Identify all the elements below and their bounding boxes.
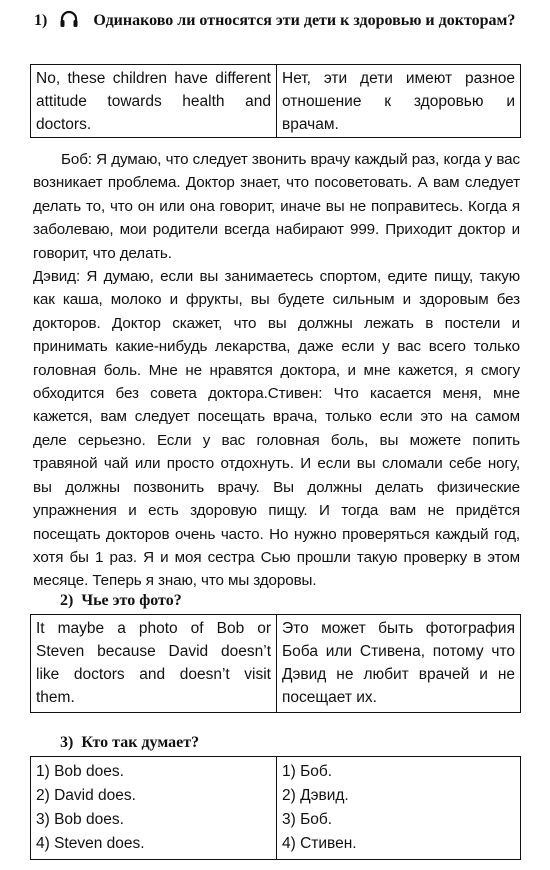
question-1-title: Одинаково ли относятся эти дети к здоровью и докторам?	[93, 12, 516, 29]
bob-paragraph: Боб: Я думаю, что следует звонить врачу каждый раз, когда у вас возникает проблема. Доктор знает, что посоветовать. А вам следует делать то, что он или она говорит, иначе вы не поправитесь. Когда я заболеваю, мои родители всегда набирают 999. Приходит доктор и говорит, что делать.	[33, 151, 520, 262]
question-3-number: 3)	[60, 734, 74, 751]
question-2-number: 2)	[60, 592, 74, 609]
answer-item: 4) Стивен.	[282, 835, 357, 852]
answer-english: It maybe a photo of Bob or Steven because David doesn’t like doctors and doesn’t visit them.	[36, 620, 271, 706]
question-3-title: Кто так думает?	[81, 734, 200, 751]
question-2-title: Чье это фото?	[81, 592, 182, 609]
question-2-answer-table	[30, 614, 521, 713]
question-1-heading	[34, 10, 534, 32]
answers-english	[31, 757, 276, 859]
answer-russian: Нет, эти дети имеют разное отношение к здоровью и врачам.	[276, 65, 520, 137]
david-steven-paragraph: Дэвид: Я думаю, если вы занимаетесь спортом, едите пищу, такую как каша, молоко и фрукты, вы будете сильным и здоровым без докторов. Доктор скажет, что вы должны лежать в постели и принимать какие-нибудь лекарства, даже если у вас всего только головная боль. Мне не нравятся доктора, и мне кажется, я смогу обходится без совета доктора.Стивен: Что касается меня, мне кажется, вам следует посещать врача, только если это на самом деле серьезно. Если у вас головная боль, вы можете попить травяной чай или просто отдохнуть. И если вы сломали себе ногу, вы должны позвонить врачу. Вы должны делать физические упражнения и есть здоровую пищу. И тогда вам не придётся посещать докторов очень часто. Но нужно проверяться каждый год, хотя бы 1 раз. Я и моя сестра Сью прошли такую проверку в этом месяце. Теперь я знаю, что мы здоровы.	[33, 268, 520, 590]
question-3-answer-table	[30, 756, 521, 860]
answer-russian: Это может быть фотография Боба или Стивена, потому что Дэвид не любит врачей и не посещает их.	[276, 615, 520, 712]
answer-item: 4) Steven does.	[36, 835, 145, 852]
question-3-heading	[60, 732, 550, 754]
answer-item: 2) Дэвид.	[282, 787, 349, 804]
question-2-heading	[60, 590, 550, 612]
answer-item: 3) Bob does.	[36, 811, 124, 828]
question-1-answer-table	[30, 64, 521, 138]
answer-item: 1) Bob does.	[36, 763, 124, 780]
answer-item: 3) Боб.	[282, 811, 333, 828]
question-1-number: 1)	[34, 12, 48, 29]
answer-item: 1) Боб.	[282, 763, 333, 780]
answer-english: No, these children have different attitude towards health and doctors.	[36, 70, 271, 133]
dialogue-text	[33, 148, 520, 593]
headphones-icon	[59, 10, 79, 28]
answers-russian	[276, 757, 520, 859]
answer-item: 2) David does.	[36, 787, 136, 804]
